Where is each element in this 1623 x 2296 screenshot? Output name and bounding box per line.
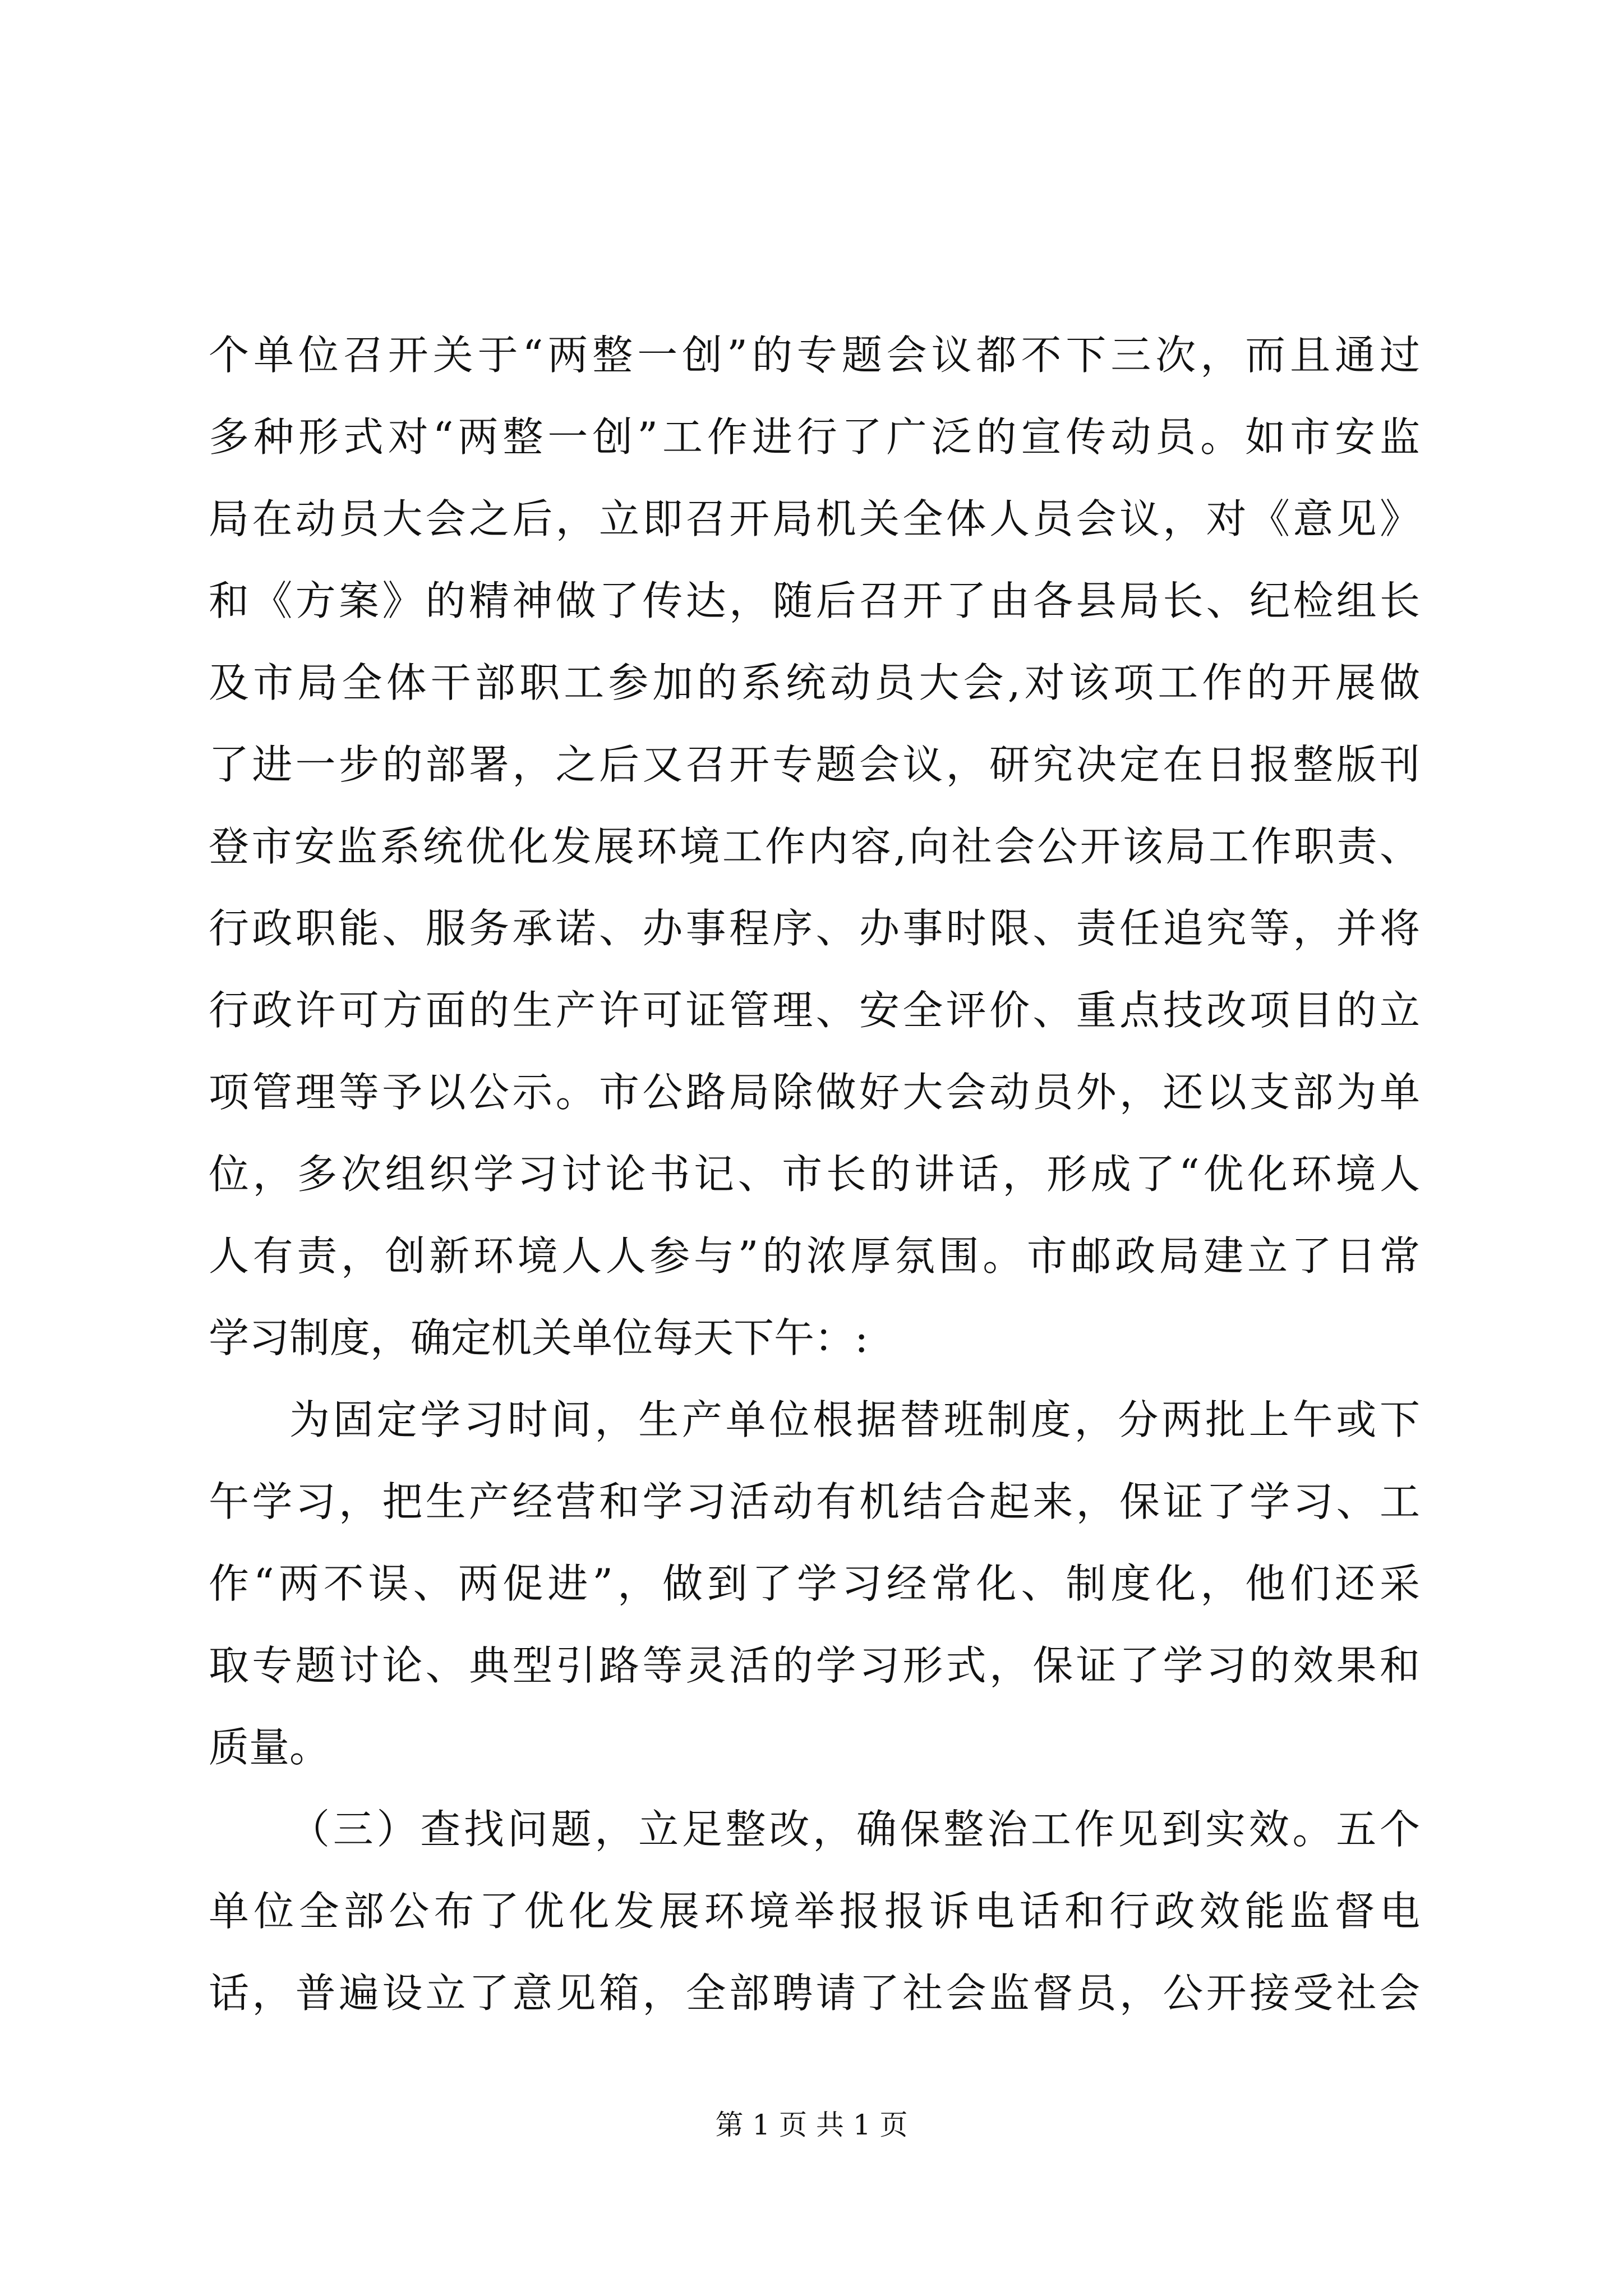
paragraph-first-line: 为固定学习时间，生产单位根据替班制度，分两批上午或下 [289, 1396, 1420, 1443]
page-number-label: 第 1 页 共 1 页 [715, 2109, 908, 2141]
text-line: 行政许可方面的生产许可证管理、安全评价、重点技改项目的立 [209, 987, 1420, 1034]
text-line: 话，普遍设立了意见箱，全部聘请了社会监督员，公开接受社会 [209, 1970, 1420, 2017]
text-line: 午学习，把生产经营和学习活动有机结合起来，保证了学习、工 [209, 1478, 1420, 1525]
text-line: 行政职能、服务承诺、办事程序、办事时限、责任追究等，并将 [209, 905, 1420, 952]
text-line: 取专题讨论、典型引路等灵活的学习形式，保证了学习的效果和 [209, 1642, 1420, 1689]
text-line: 作“两不误、两促进”，做到了学习经常化、制度化，他们还采 [209, 1560, 1420, 1607]
text-line: 人有责，创新环境人人参与”的浓厚氛围。市邮政局建立了日常 [209, 1232, 1420, 1280]
text-line: 单位全部公布了优化发展环境举报报诉电话和行政效能监督电 [209, 1888, 1420, 1935]
text-line: 个单位召开关于“两整一创”的专题会议都不下三次，而且通过 [209, 332, 1420, 379]
text-line: 了进一步的部署，之后又召开专题会议，研究决定在日报整版刊 [209, 741, 1420, 788]
text-line: 多种形式对“两整一创”工作进行了广泛的宣传动员。如市安监 [209, 413, 1420, 461]
page-footer [0, 2108, 1623, 2142]
text-line: 质量。 [209, 1724, 330, 1771]
text-line: 局在动员大会之后，立即召开局机关全体人员会议，对《意见》 [209, 495, 1420, 542]
section-heading-line: （三）查找问题，立足整改，确保整治工作见到实效。五个 [289, 1806, 1420, 1853]
text-line: 和《方案》的精神做了传达，随后召开了由各县局长、纪检组长 [209, 577, 1420, 624]
text-line: 项管理等予以公示。市公路局除做好大会动员外，还以支部为单 [209, 1069, 1420, 1116]
text-line: 学习制度，确定机关单位每天下午：: [209, 1314, 869, 1361]
text-line: 位，多次组织学习讨论书记、市长的讲话，形成了“优化环境人 [209, 1151, 1420, 1198]
text-line: 及市局全体干部职工参加的系统动员大会,对该项工作的开展做 [209, 659, 1420, 706]
document-body [209, 314, 1420, 2034]
text-line: 登市安监系统优化发展环境工作内容,向社会公开该局工作职责、 [209, 823, 1420, 870]
